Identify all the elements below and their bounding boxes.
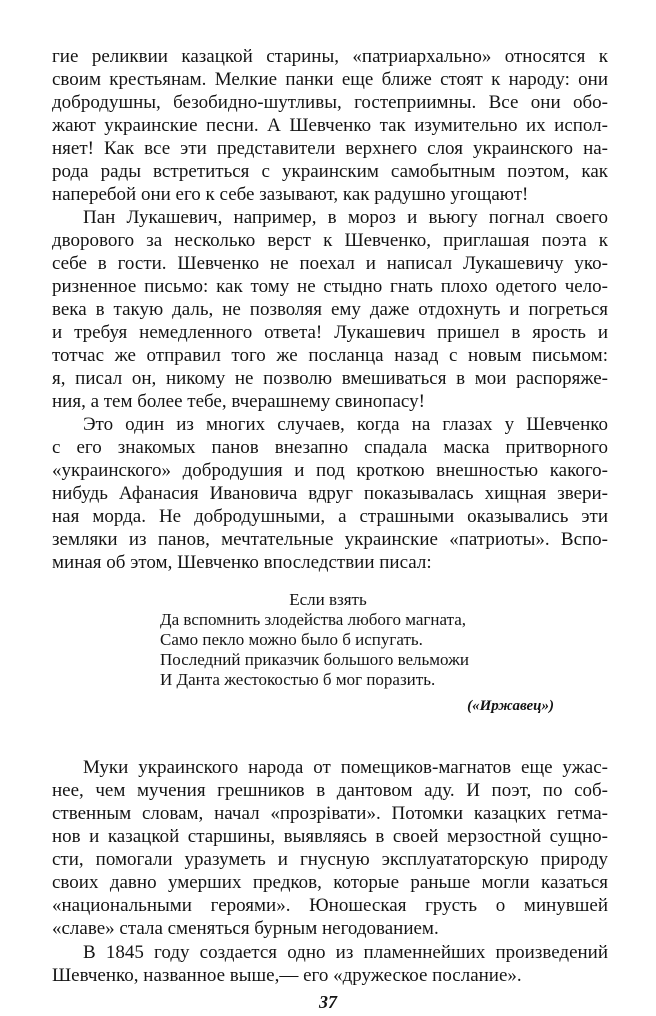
- text-line: века в такую даль, не позволяя ему даже отдохнуть и погреться: [52, 299, 608, 320]
- text-line: Пан Лукашевич, например, в мороз и вьюгу погнал своего: [83, 207, 608, 228]
- text-line: себе в гости. Шевченко не поехал и написал Лукашевичу уко-: [52, 253, 608, 274]
- page-number: 37: [319, 992, 337, 1012]
- text-line: гие реликвии казацкой старины, «патриархально» относятся к: [52, 46, 608, 67]
- text-line: миная об этом, Шевченко впоследствии писал:: [52, 552, 432, 573]
- text-line: земляки из панов, мечтательные украинские «патриоты». Вспо-: [52, 529, 608, 550]
- text-line: жают украинские песни. А Шевченко так изумительно их испол-: [52, 115, 608, 136]
- poem-line: Если взять: [289, 590, 367, 609]
- text-line: ственным словам, начал «прозрiвати». Потомки казацких гетма-: [52, 803, 608, 824]
- text-line: дворового за несколько верст к Шевченко, приглашая поэта к: [52, 230, 608, 251]
- text-line: и требуя немедленного ответа! Лукашевич пришел в ярость и: [52, 322, 608, 343]
- text-line: тотчас же отправил того же посланца назад с новым письмом:: [52, 345, 608, 366]
- text-line: Это один из многих случаев, когда на глазах у Шевченко: [83, 414, 608, 435]
- text-line: добродушны, безобидно-шутливы, гостеприимны. Все они обо-: [52, 92, 608, 113]
- poem-source: («Иржавец»): [467, 698, 554, 714]
- poem-line: Само пекло можно было б испугать.: [160, 630, 423, 649]
- text-line: своим крестьянам. Мелкие панки еще ближе стоят к народу: они: [52, 69, 608, 90]
- text-line: с его знакомых панов внезапно спадала маска притворного: [52, 437, 608, 458]
- text-line: ная морда. Не добродушными, а страшными оказывались эти: [52, 506, 608, 527]
- text-line: «украинского» добродушия и под кроткою внешностью какого-: [52, 460, 608, 481]
- text-line: няет! Как все эти представители верхнего слоя украинского на-: [52, 138, 608, 159]
- text-line: нибудь Афанасия Ивановича вдруг показывалась хищная звери-: [52, 483, 608, 504]
- text-line: нее, чем мучения грешников в дантовом аду. И поэт, по соб-: [52, 780, 608, 801]
- text-line: ризненное письмо: как тому не стыдно гнать плохо одетого чело-: [52, 276, 608, 297]
- poem-line: И Данта жестокостью б мог поразить.: [160, 670, 436, 689]
- text-line: нов и казацкой старшины, выявляясь в своей мерзостной сущно-: [52, 826, 608, 847]
- poem-line: Последний приказчик большого вельможи: [160, 650, 469, 669]
- text-line: сти, помогали уразуметь и гнусную эксплуататорскую природу: [52, 849, 608, 870]
- text-line: своих давно умерших предков, которые раньше могли казаться: [52, 872, 608, 893]
- text-line: рода рады встретиться с украинским самобытным поэтом, как: [52, 161, 608, 182]
- text-line: ния, а тем более тебе, вчерашнему свинопасу!: [52, 391, 425, 412]
- text-line: «национальными героями». Юношеская грусть о минувшей: [52, 895, 608, 916]
- text-line: Муки украинского народа от помещиков-магнатов еще ужас-: [83, 757, 608, 778]
- text-line: «славе» стала сменяться бурным негодованием.: [52, 918, 439, 939]
- text-line: В 1845 году создается одно из пламеннейших произведений: [83, 942, 608, 963]
- text-line: Шевченко, названное выше,— его «дружеское послание».: [52, 965, 522, 986]
- text-line: наперебой они его к себе зазывают, как радушно угощают!: [52, 184, 529, 205]
- poem-line: Да вспомнить злодейства любого магната,: [160, 610, 467, 629]
- text-line: я, писал он, никому не позволю вмешиваться в мои распоряже-: [52, 368, 608, 389]
